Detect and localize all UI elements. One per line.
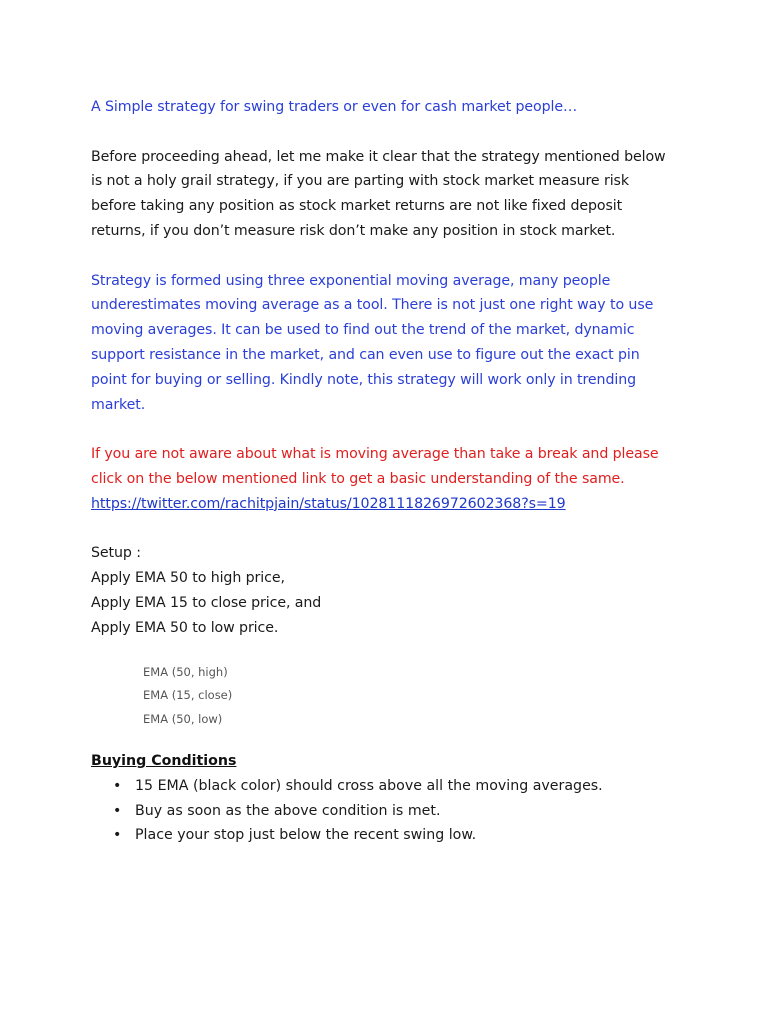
disclaimer-line: is not a holy grail strategy, if you are parting with stock market measure risk <box>91 173 629 190</box>
spacer <box>91 120 768 145</box>
legend-item: EMA (15, close) <box>143 688 233 703</box>
disclaimer-line: before taking any position as stock market returns are not like fixed deposit <box>91 198 623 215</box>
list-item-text: Place your stop just below the recent swing low. <box>135 827 477 844</box>
disclaimer-paragraph <box>91 145 768 244</box>
notice-paragraph <box>91 442 768 516</box>
buying-conditions-list <box>91 774 768 848</box>
strategy-line: moving averages. It can be used to find out the trend of the market, dynamic <box>91 322 635 339</box>
twitter-link[interactable]: https://twitter.com/rachitpjain/status/1028111826972602368?s=19 <box>91 495 566 512</box>
list-item <box>113 823 768 848</box>
strategy-line: point for buying or selling. Kindly note, this strategy will work only in trending <box>91 371 636 388</box>
ema-legend <box>143 661 768 732</box>
setup-paragraph <box>91 541 768 640</box>
bullet-icon: • <box>113 777 122 794</box>
disclaimer-line: Before proceeding ahead, let me make it clear that the strategy mentioned below <box>91 148 666 165</box>
spacer <box>91 244 768 269</box>
setup-line: Apply EMA 15 to close price, and <box>91 594 322 611</box>
notice-line: click on the below mentioned link to get a basic understanding of the same. <box>91 470 625 487</box>
setup-line: Apply EMA 50 to low price. <box>91 619 279 636</box>
strategy-paragraph <box>91 269 768 418</box>
intro-text: A Simple strategy for swing traders or even for cash market people… <box>91 99 578 115</box>
setup-label: Setup : <box>91 545 141 562</box>
bullet-icon: • <box>113 827 122 844</box>
list-item <box>113 774 768 799</box>
legend-item: EMA (50, low) <box>143 711 223 726</box>
strategy-line: underestimates moving average as a tool. There is not just one right way to use <box>91 297 654 314</box>
spacer <box>91 517 768 542</box>
notice-line: If you are not aware about what is moving average than take a break and please <box>91 446 659 463</box>
legend-item: EMA (50, high) <box>143 664 228 679</box>
strategy-line: market. <box>91 396 146 413</box>
list-item-text: Buy as soon as the above condition is met. <box>135 802 441 819</box>
list-item <box>113 799 768 824</box>
strategy-line: support resistance in the market, and can even use to figure out the exact pin <box>91 346 640 363</box>
bullet-icon: • <box>113 802 122 819</box>
buying-conditions-heading: Buying Conditions <box>91 753 237 770</box>
setup-line: Apply EMA 50 to high price, <box>91 570 285 587</box>
list-item-text: 15 EMA (black color) should cross above all the moving averages. <box>135 777 603 794</box>
strategy-line: Strategy is formed using three exponential moving average, many people <box>91 272 611 289</box>
spacer <box>91 417 768 442</box>
disclaimer-line: returns, if you don’t measure risk don’t make any position in stock market. <box>91 222 616 239</box>
